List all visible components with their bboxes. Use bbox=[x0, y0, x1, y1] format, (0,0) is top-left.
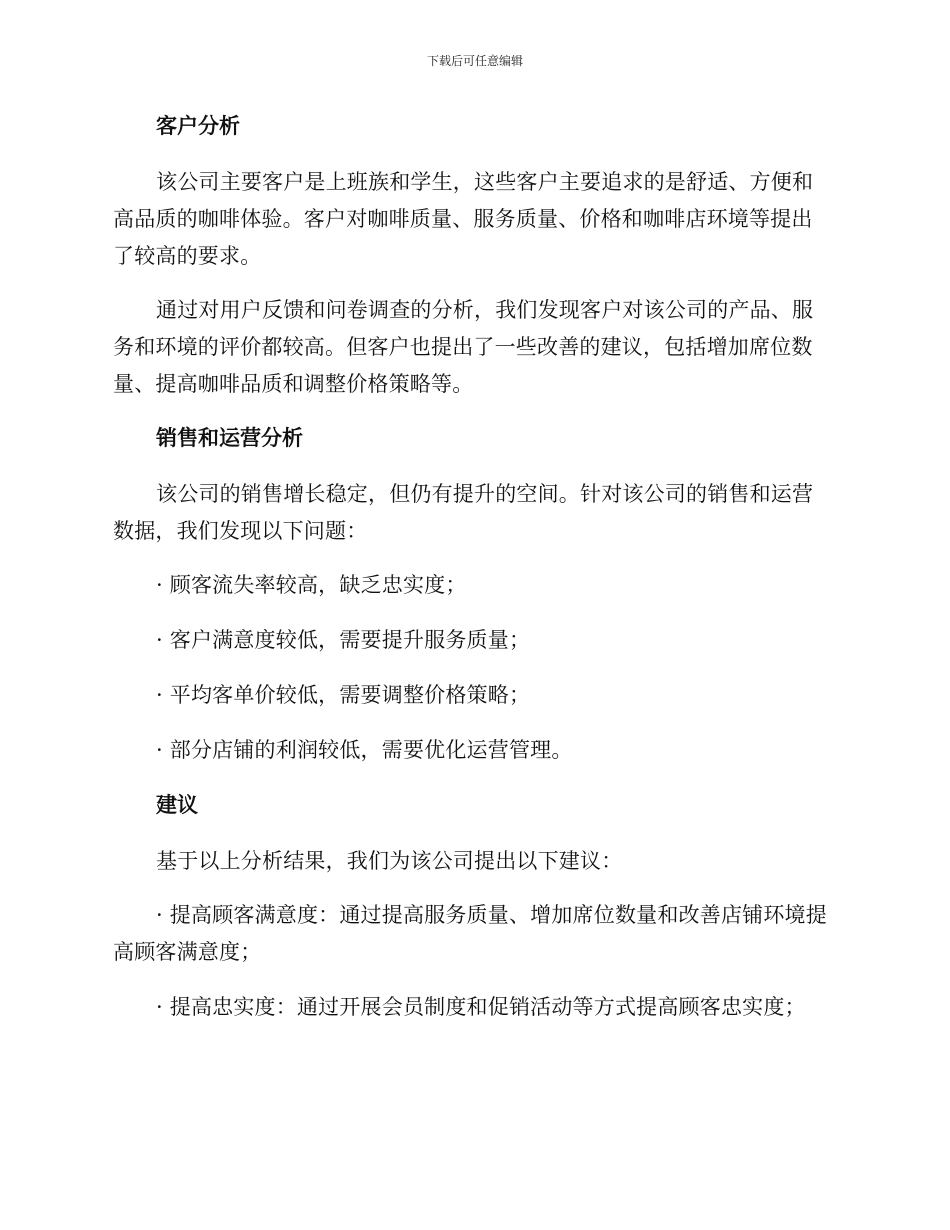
paragraph: 该公司的销售增长稳定，但仍有提升的空间。针对该公司的销售和运营数据，我们发现以下问题： bbox=[113, 482, 814, 543]
paragraph: 基于以上分析结果，我们为该公司提出以下建议： bbox=[156, 849, 623, 873]
bullet-item: · 平均客单价较低，需要调整价格策略； bbox=[156, 683, 531, 707]
bullet-item: · 提高顾客满意度：通过提高服务质量、增加席位数量和改善店铺环境提高顾客满意度； bbox=[113, 903, 827, 964]
heading-customer-analysis: 客户分析 bbox=[156, 114, 240, 138]
bullet-item: · 客户满意度较低，需要提升服务质量； bbox=[156, 628, 531, 652]
bullet-item: · 部分店铺的利润较低，需要优化运营管理。 bbox=[156, 738, 573, 762]
paragraph: 通过对用户反馈和问卷调查的分析，我们发现客户对该公司的产品、服务和环境的评价都较高。但客户也提出了一些改善的建议，包括增加席位数量、提高咖啡品质和调整价格策略等。 bbox=[113, 298, 814, 396]
paragraph: 该公司主要客户是上班族和学生，这些客户主要追求的是舒适、方便和高品质的咖啡体验。客户对咖啡质量、服务质量、价格和咖啡店环境等提出了较高的要求。 bbox=[113, 170, 814, 268]
bullet-item: · 顾客流失率较高，缺乏忠实度； bbox=[156, 573, 467, 597]
heading-sales-operations: 销售和运营分析 bbox=[156, 426, 303, 450]
header-note: 下载后可任意编辑 bbox=[426, 54, 523, 68]
bullet-item: · 提高忠实度：通过开展会员制度和促销活动等方式提高顾客忠实度； bbox=[156, 995, 806, 1019]
heading-suggestions: 建议 bbox=[156, 793, 198, 817]
document-body bbox=[113, 108, 833, 1044]
